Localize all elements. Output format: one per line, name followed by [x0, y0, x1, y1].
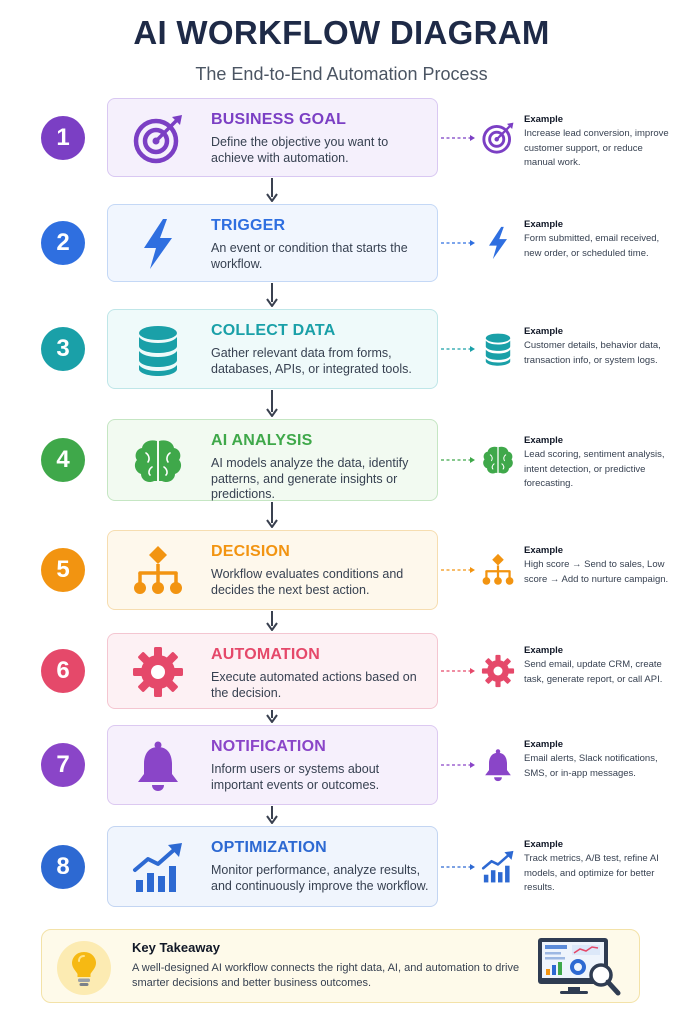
step-title: DECISION [211, 543, 290, 560]
example-target-icon [480, 120, 516, 156]
step-description: Monitor performance, analyze results, and continuously improve the workflow. [211, 863, 429, 893]
example-bell-icon [480, 747, 516, 783]
takeaway-title: Key Takeaway [132, 940, 220, 955]
step-number-badge: 2 [41, 221, 85, 265]
example-brain-icon [480, 442, 516, 478]
flow-down-arrow [264, 283, 280, 308]
page-title: AI WORKFLOW DIAGRAM [133, 14, 550, 51]
step-description: AI models analyze the data, identify patterns, and generate insights or predictions. [211, 456, 409, 501]
dashed-connector-arrow [441, 862, 477, 872]
takeaway-text: A well-designed AI workflow connects the right data, AI, and automation to drive smarter decisions and better business outcomes. [132, 962, 520, 989]
example-label: Example [524, 545, 564, 556]
step-card-notification [107, 725, 438, 805]
example-label: Example [524, 326, 564, 337]
example-label: Example [524, 645, 564, 656]
example-label: Example [524, 739, 564, 750]
example-block [524, 326, 674, 368]
dashed-connector-arrow [441, 344, 477, 354]
step-card-collect-data [107, 309, 438, 389]
step-card-business-goal [107, 98, 438, 177]
example-block [524, 545, 674, 587]
dashed-connector-arrow [441, 455, 477, 465]
example-text: Track metrics, A/B test, refine AI models, and optimize for better results. [524, 853, 659, 893]
step-number-badge: 1 [41, 116, 85, 160]
step-description: Workflow evaluates conditions and decides the next best action. [211, 567, 404, 597]
example-label: Example [524, 219, 564, 230]
page-subtitle: The End-to-End Automation Process [195, 64, 488, 84]
key-takeaway-box [41, 929, 640, 1003]
dashed-connector-arrow [441, 760, 477, 770]
example-label: Example [524, 839, 564, 850]
example-text: Increase lead conversion, improve customer support, or reduce manual work. [524, 128, 669, 168]
step-number-badge: 5 [41, 548, 85, 592]
decision-tree-icon [130, 543, 186, 599]
step-number-badge: 8 [41, 845, 85, 889]
flow-down-arrow [264, 178, 280, 203]
step-card-automation [107, 633, 438, 709]
dashed-connector-arrow [441, 666, 477, 676]
example-lightning-icon [480, 225, 516, 261]
step-card-decision [107, 530, 438, 610]
step-title: AUTOMATION [211, 646, 320, 663]
lightning-icon [130, 216, 186, 272]
flow-down-arrow [264, 806, 280, 825]
example-gear-icon [480, 653, 516, 689]
target-icon [130, 111, 186, 167]
example-growth-chart-icon [480, 849, 516, 885]
example-block [524, 645, 674, 687]
example-text: Form submitted, email received, new order, or scheduled time. [524, 233, 660, 259]
gear-icon [130, 644, 186, 700]
flow-down-arrow [264, 710, 280, 724]
example-text: Email alerts, Slack notifications, SMS, or in-app messages. [524, 753, 658, 779]
example-decision-tree-icon [480, 552, 516, 588]
example-text: Lead scoring, sentiment analysis, intent detection, or predictive forecasting. [524, 449, 665, 489]
step-title: BUSINESS GOAL [211, 111, 347, 128]
bell-icon [130, 738, 186, 794]
brain-icon [130, 433, 186, 489]
step-number-badge: 3 [41, 327, 85, 371]
example-block [524, 839, 674, 896]
step-description: Inform users or systems about important events or outcomes. [211, 762, 380, 792]
lightbulb-icon [56, 940, 112, 996]
step-title: TRIGGER [211, 217, 286, 234]
step-title: COLLECT DATA [211, 322, 336, 339]
example-block [524, 435, 674, 492]
dashed-connector-arrow [441, 565, 477, 575]
example-text: Customer details, behavior data, transaction info, or system logs. [524, 340, 661, 366]
monitor-analytics-icon [534, 935, 624, 999]
step-number-badge: 6 [41, 649, 85, 693]
step-description: Define the objective you want to achieve with automation. [211, 135, 389, 165]
step-card-optimization [107, 826, 438, 907]
example-text: Send email, update CRM, create task, generate report, or call API. [524, 659, 663, 685]
example-block [524, 219, 674, 261]
example-label: Example [524, 435, 564, 446]
dashed-connector-arrow [441, 238, 477, 248]
example-text: High score → Send to sales, Low score → Add to nurture campaign. [524, 559, 669, 585]
example-label: Example [524, 114, 564, 125]
step-title: AI ANALYSIS [211, 432, 313, 449]
flow-down-arrow [264, 390, 280, 418]
step-title: OPTIMIZATION [211, 839, 327, 856]
step-description: An event or condition that starts the workflow. [211, 241, 408, 271]
example-block [524, 739, 674, 781]
example-block [524, 114, 674, 171]
step-description: Execute automated actions based on the decision. [211, 670, 417, 700]
step-card-ai-analysis [107, 419, 438, 501]
step-title: NOTIFICATION [211, 738, 326, 755]
step-number-badge: 7 [41, 743, 85, 787]
step-card-trigger [107, 204, 438, 282]
dashed-connector-arrow [441, 133, 477, 143]
step-description: Gather relevant data from forms, databases, APIs, or integrated tools. [211, 346, 412, 376]
step-number-badge: 4 [41, 438, 85, 482]
example-database-icon [480, 331, 516, 367]
database-icon [130, 322, 186, 378]
growth-chart-icon [130, 840, 186, 896]
flow-down-arrow [264, 502, 280, 529]
flow-down-arrow [264, 611, 280, 632]
